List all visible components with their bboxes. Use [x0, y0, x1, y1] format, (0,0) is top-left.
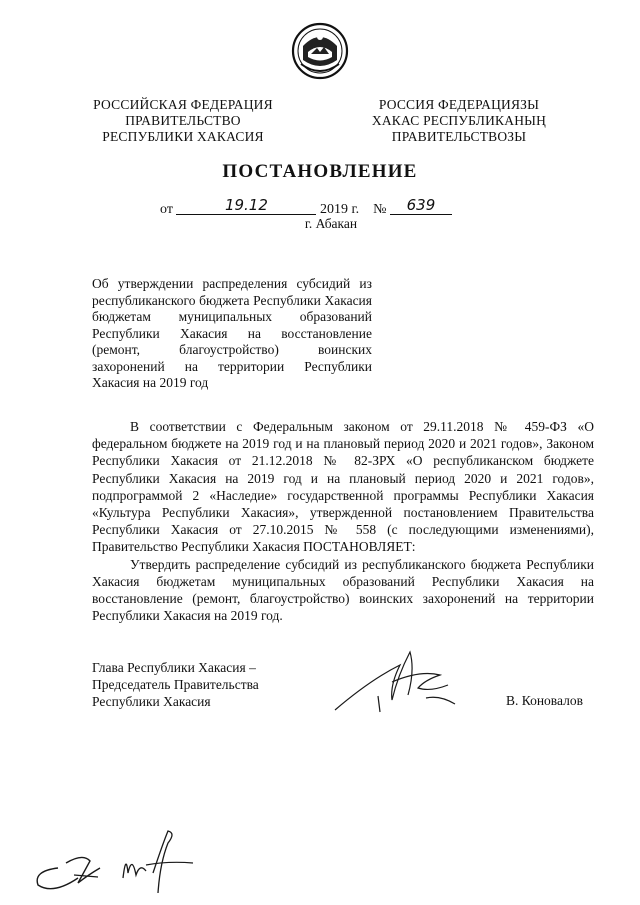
header-left-line: ПРАВИТЕЛЬСТВО — [125, 113, 241, 128]
header-right-line: ПРАВИТЕЛЬСТВОЗЫ — [391, 129, 527, 144]
header-left-line: РОССИЙСКАЯ ФЕДЕРАЦИЯ — [93, 97, 273, 112]
number-prefix: № — [373, 202, 387, 217]
document-subject: Об утверждении распределения субсидий из республиканского бюджета Республики Хакасия бюджетам муниципальных образований Республики Хакасия на восстановление (ремонт, благоустройство) воинских захоронений на территории Республики Хакасия на 2019 год — [92, 276, 372, 390]
body-paragraph: Утвердить распределение субсидий из республиканского бюджета Республики Хакасия бюджетам муниципальных образований Республики Хакасия на восстановление (ремонт, благоустройство) воинских захоронений на территории Республики Хакасия на 2019 год. — [92, 556, 594, 624]
handwritten-signature-icon — [330, 640, 480, 720]
signatory-title-line: Республики Хакасия — [92, 694, 211, 709]
signatory-title — [92, 659, 259, 710]
header-right-line: РОССИЯ ФЕДЕРАЦИЯЗЫ — [378, 97, 540, 112]
coat-of-arms-icon — [291, 22, 349, 80]
header-right — [344, 97, 574, 145]
header-left — [68, 97, 298, 145]
number-field — [390, 196, 452, 215]
header-right-line: ХАКАС РЕСПУБЛИКАНЫҢ — [371, 113, 547, 128]
handwritten-initials-icon — [28, 823, 198, 898]
date-field — [176, 196, 316, 215]
city: г. Абакан — [304, 216, 358, 231]
date-handwritten: 19.12 — [224, 196, 268, 214]
signatory-title-line: Председатель Правительства — [92, 677, 259, 692]
date-prefix: от — [160, 202, 173, 217]
year-suffix: 2019 г. — [319, 202, 360, 217]
number-handwritten: 639 — [406, 196, 436, 214]
signatory-title-line: Глава Республики Хакасия – — [92, 660, 256, 675]
body-paragraph: В соответствии с Федеральным законом от 29.11.2018 № 459-ФЗ «О федеральном бюджете на 2019 год и на плановый период 2020 и 2021 годов», Законом Республики Хакасия от 21.12.2018 № 82-ЗРХ «О республиканском бюджете Республики Хакасия на 2019 год и на плановый период 2020 и 2021 годов», подпрограммой 2 «Наследие» государственной программы Республики Хакасия «Культура Республики Хакасия», утвержденной постановлением Правительства Республики Хакасия от 27.10.2015 № 558 (с последующими изменениями), Правительство Республики Хакасия ПОСТАНОВЛЯЕТ: — [92, 419, 594, 555]
signatory-name: В. Коновалов — [506, 693, 583, 708]
document-title: ПОСТАНОВЛЕНИЕ — [222, 161, 418, 182]
document-body — [92, 418, 594, 624]
header-left-line: РЕСПУБЛИКИ ХАКАСИЯ — [102, 129, 264, 144]
